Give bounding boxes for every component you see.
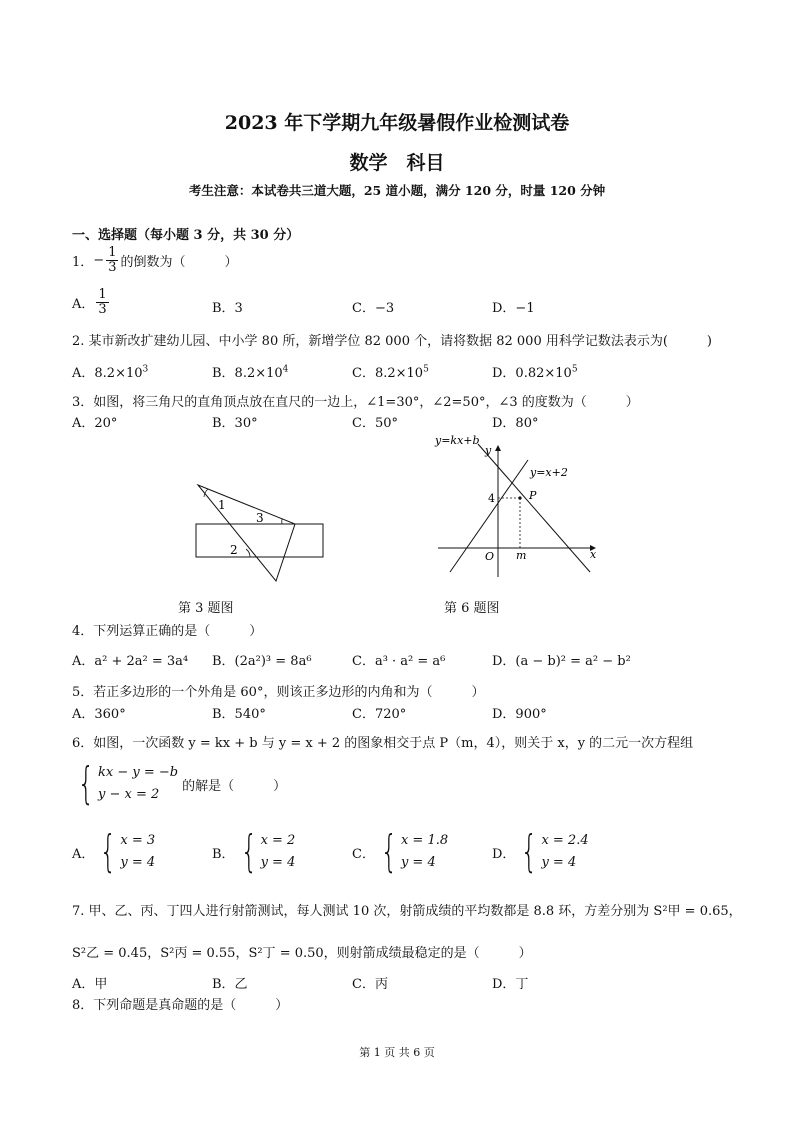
question-1-option-b: B．3 [212, 301, 243, 316]
question-4-option-b: B．(2a²)³ = 8a⁶ [212, 654, 312, 669]
question-3-option-d: D．80° [492, 416, 539, 431]
question-4-option-c: C．a³ · a² = a⁶ [352, 654, 446, 669]
question-1-stem: 的倒数为（ ） [120, 254, 238, 270]
question-2-option-d: D．$0.82\times 10^5$ [492, 364, 578, 381]
question-1-option-d: D．−1 [492, 301, 535, 316]
question-4-option-d: D．(a − b)² = a² − b² [492, 654, 631, 669]
question-5-option-d: D．900° [492, 707, 547, 722]
figure-3-diagram [190, 475, 330, 585]
figure-6-graph [430, 432, 605, 582]
label-origin: O [485, 550, 495, 563]
question-1 [72, 246, 237, 274]
question-1-number: 1． [72, 254, 94, 270]
question-1-option-a: A． $\frac{1}{3}$ [72, 287, 107, 317]
question-5-option-b: B．540° [212, 707, 266, 722]
figure-3-label-1: 1 [218, 498, 226, 512]
question-7-option-b: B．乙 [212, 977, 248, 992]
question-4-option-a: A．a² + 2a² = 3a⁴ [72, 654, 189, 669]
triangle-ruler-shape [198, 485, 295, 581]
label-tick-4: 4 [488, 492, 495, 505]
question-3-option-b: B．30° [212, 416, 258, 431]
question-6-system: { kx − y = −b y − x = 2 的解是（ ） [72, 762, 286, 806]
equation-system: { kx − y = −b y − x = 2 [77, 758, 179, 809]
exam-notice: 考生注意：本试卷共三道大题，25 道小题，满分 120 分，时量 120 分钟 [188, 183, 606, 198]
question-1-fraction: $\frac{1}{3}$ [108, 245, 117, 275]
question-6-option-c: C． { x = 1.8 y = 4 [352, 826, 449, 877]
question-8-stem: 8．下列命题是真命题的是（ ） [72, 998, 289, 1013]
exam-subject: 数学 科目 [349, 152, 445, 174]
question-2-option-a: A．$8.2\times 10^3$ [72, 364, 149, 381]
exam-title: 2023 年下学期九年级暑假作业检测试卷 [224, 112, 570, 134]
label-tick-m: m [516, 549, 527, 562]
question-6-option-d: D． { x = 2.4 y = 4 [492, 826, 589, 877]
question-7-stem-2: S²乙 = 0.45，S²丙 = 0.55，S²丁 = 0.50，则射箭成绩最稳定的是（ ） [72, 946, 532, 961]
label-y-x-2: y=x+2 [530, 466, 568, 479]
question-3-option-c: C．50° [352, 416, 398, 431]
question-1-neg: − [93, 252, 105, 268]
question-2-option-c: C．$8.2\times 10^5$ [352, 364, 429, 381]
label-y-axis: y [485, 444, 492, 457]
figure-3-label-2: 2 [230, 543, 238, 557]
question-6-option-b: B． { x = 2 y = 4 [212, 826, 296, 877]
question-2-stem: 2. 某市新改扩建幼儿园、中小学 80 所，新增学位 82 000 个，请将数据 82 000 用科学记数法表示为( ) [72, 334, 712, 349]
ruler-shape [196, 524, 323, 557]
point-p [518, 496, 521, 499]
question-5-option-a: A．360° [72, 707, 126, 722]
page-number: 第 1 页 共 6 页 [359, 1046, 435, 1059]
question-2-option-b: B．$8.2\times 10^4$ [212, 364, 289, 381]
label-y-kx-b: y=kx+b [435, 434, 480, 447]
figure-6-caption: 第 6 题图 [444, 601, 500, 616]
question-3-stem: 3．如图，将三角尺的直角顶点放在直尺的一边上，∠1=30°，∠2=50°，∠3 的度数为（ ） [72, 395, 639, 410]
question-5-stem: 5．若正多边形的一个外角是 60°，则该正多边形的内角和为（ ） [72, 685, 485, 700]
label-x-axis: x [590, 548, 597, 561]
question-7-option-a: A．甲 [72, 977, 108, 992]
question-5-option-c: C．720° [352, 707, 407, 722]
question-7-stem: 7. 甲、乙、丙、丁四人进行射箭测试，每人测试 10 次，射箭成绩的平均数都是 8.8 环，方差分别为 S²甲 = 0.65， [72, 904, 742, 919]
question-3-option-a: A．20° [72, 416, 118, 431]
question-1-option-c: C．−3 [352, 301, 395, 316]
section-title: 一、选择题（每小题 3 分，共 30 分） [72, 228, 300, 243]
question-6-stem: 6．如图，一次函数 y = kx + b 与 y = x + 2 的图象相交于点 P（m，4），则关于 x，y 的二元一次方程组 [72, 736, 694, 751]
figure-3-label-3: 3 [256, 511, 264, 525]
figure-3-caption: 第 3 题图 [178, 601, 234, 616]
question-7-option-d: D．丁 [492, 977, 529, 992]
question-6-option-a: A． { x = 3 y = 4 [72, 826, 156, 877]
label-point-p: P [529, 489, 537, 502]
question-7-option-c: C．丙 [352, 977, 388, 992]
question-4-stem: 4．下列运算正确的是（ ） [72, 624, 263, 639]
